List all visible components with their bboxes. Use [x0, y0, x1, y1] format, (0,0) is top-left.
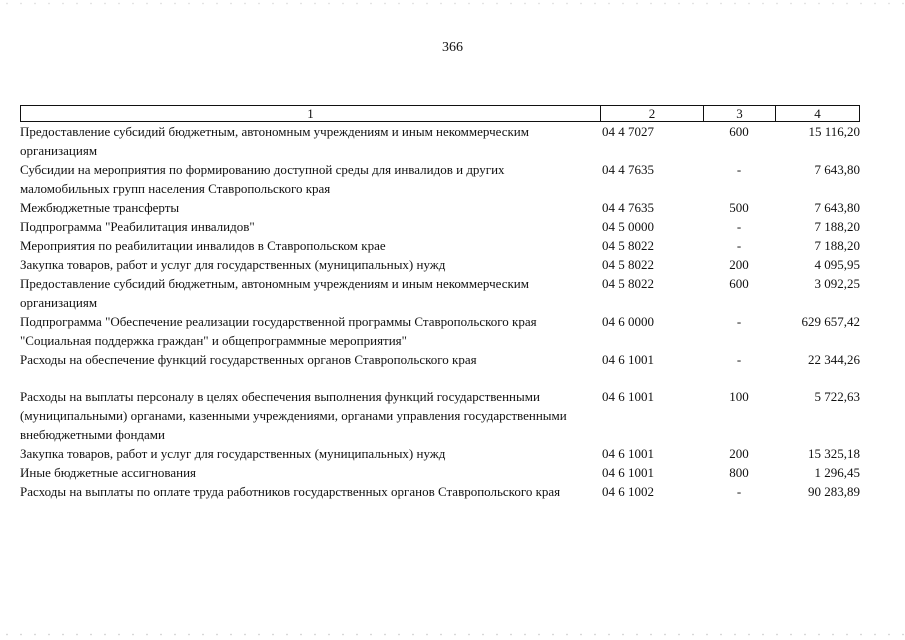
table-row: [20, 274, 860, 312]
row-type: -: [736, 219, 742, 234]
row-amount: 15 325,18: [808, 446, 860, 461]
table-row: [20, 482, 860, 501]
row-code: 04 4 7635: [602, 200, 654, 215]
row-code: 04 4 7635: [602, 162, 654, 177]
row-amount: 5 722,63: [814, 389, 860, 404]
header-col-4: 4: [814, 106, 821, 121]
row-type: 200: [729, 257, 749, 272]
row-amount: 90 283,89: [808, 484, 860, 499]
row-amount: 1 296,45: [814, 465, 860, 480]
table-row: [20, 122, 860, 160]
row-type: -: [736, 314, 742, 329]
row-code: 04 5 8022: [602, 257, 654, 272]
row-amount: 3 092,25: [814, 276, 860, 291]
row-code: 04 5 8022: [602, 276, 654, 291]
budget-table: [20, 105, 860, 501]
table-row: [20, 160, 860, 198]
table-row: [20, 312, 860, 350]
row-name: Расходы на выплаты по оплате труда работников государственных органов Ставропольского края: [20, 484, 561, 499]
row-code: 04 6 0000: [602, 314, 654, 329]
row-type: 800: [729, 465, 749, 480]
row-amount: 7 643,80: [814, 162, 860, 177]
row-type: 600: [729, 276, 749, 291]
row-code: 04 6 1001: [602, 389, 654, 404]
header-col-2: 2: [601, 106, 704, 121]
row-name: Предоставление субсидий бюджетным, автономным учреждениям и иным некоммерческим организациям: [20, 124, 529, 158]
row-type: -: [736, 484, 742, 499]
row-amount: 4 095,95: [814, 257, 860, 272]
table-row: [20, 350, 860, 369]
row-amount: 7 188,20: [814, 238, 860, 253]
table-row: [20, 387, 860, 444]
row-code: 04 6 1002: [602, 484, 654, 499]
row-amount: 7 643,80: [814, 200, 860, 215]
row-amount: 22 344,26: [808, 352, 860, 367]
row-code: 04 5 0000: [602, 219, 654, 234]
row-type: -: [736, 238, 742, 253]
row-name: Субсидии на мероприятия по формированию доступной среды для инвалидов и других маломобильных групп населения Ставропольского края: [20, 162, 505, 196]
row-name: Предоставление субсидий бюджетным, автономным учреждениям и иным некоммерческим организациям: [20, 276, 529, 310]
row-name: Межбюджетные трансферты: [20, 200, 180, 215]
scan-noise-bottom: [0, 633, 905, 636]
scan-noise-top: [0, 2, 905, 5]
row-type: 600: [729, 124, 749, 139]
row-type: 200: [729, 446, 749, 461]
row-code: 04 5 8022: [602, 238, 654, 253]
row-name: Подпрограмма "Реабилитация инвалидов": [20, 219, 255, 234]
row-code: 04 6 1001: [602, 465, 654, 480]
row-code: 04 6 1001: [602, 446, 654, 461]
header-col-3: 3: [704, 106, 776, 121]
row-name: Мероприятия по реабилитации инвалидов в Ставропольском крае: [20, 238, 386, 253]
row-type: 500: [729, 200, 749, 215]
row-amount: 15 116,20: [808, 124, 860, 139]
row-name: Расходы на обеспечение функций государственных органов Ставропольского края: [20, 352, 477, 367]
row-type: -: [736, 162, 742, 177]
table-header: [20, 105, 860, 122]
table-row: [20, 463, 860, 482]
row-type: -: [736, 352, 742, 367]
table-row: [20, 255, 860, 274]
row-amount: 629 657,42: [801, 314, 860, 329]
row-name: Закупка товаров, работ и услуг для государственных (муниципальных) нужд: [20, 446, 446, 461]
row-type: 100: [729, 389, 749, 404]
header-col-1: 1: [21, 106, 601, 121]
row-code: 04 6 1001: [602, 352, 654, 367]
table-row: [20, 217, 860, 236]
row-amount: 7 188,20: [814, 219, 860, 234]
table-row: [20, 444, 860, 463]
table-row: [20, 236, 860, 255]
row-name: Подпрограмма "Обеспечение реализации государственной программы Ставропольского края "Социальная поддержка граждан" и общепрограммные мероприятия": [20, 314, 537, 348]
row-name: Расходы на выплаты персоналу в целях обеспечения выполнения функций государственными (муниципальными) органами, казенными учреждениями, органами управления государственными внебюджетными фондами: [20, 389, 567, 442]
row-name: Закупка товаров, работ и услуг для государственных (муниципальных) нужд: [20, 257, 446, 272]
row-code: 04 4 7027: [602, 124, 654, 139]
table-body: [20, 122, 860, 501]
row-name: Иные бюджетные ассигнования: [20, 465, 197, 480]
table-row: [20, 198, 860, 217]
page-number: 366: [442, 40, 463, 55]
